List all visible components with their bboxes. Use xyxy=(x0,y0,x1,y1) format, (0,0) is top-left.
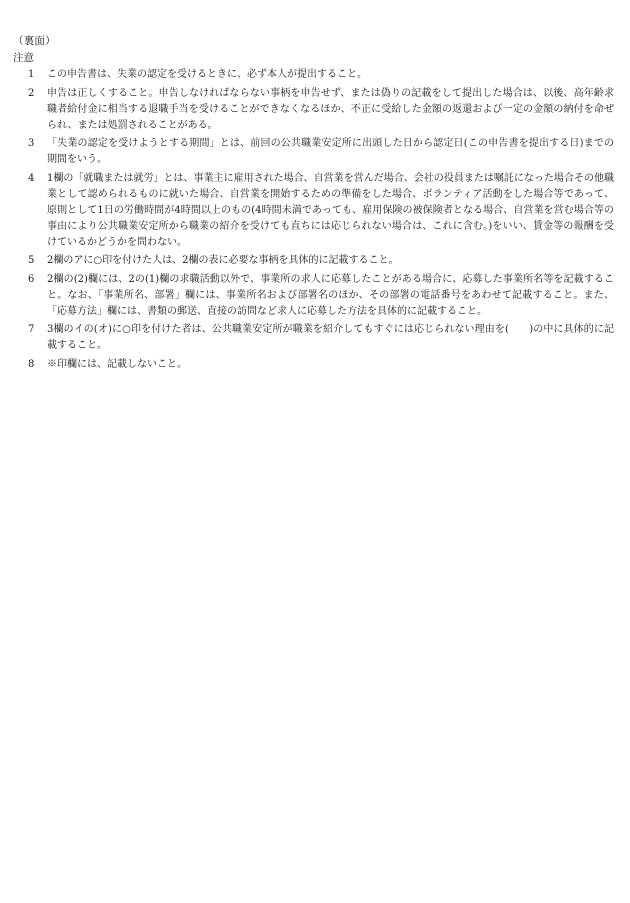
note-item-8 xyxy=(0,357,630,373)
note-text: この申告書は、失業の認定を受けるときに、必ず本人が提出すること。 xyxy=(47,69,367,80)
note-text: 2欄の(2)欄には、2の(1)欄の求職活動以外で、事業所の求人に応募したことがある場合に、応募した事業所名等を記載すること。なお、「事業所名、部署」欄には、事業所名および部署名のほか、その部署の電話番号をあわせて記載すること。また、「応募方法」欄には、書類の郵送、直接の訪問など求人に応募した方法を具体的に記載すること。 xyxy=(47,273,614,317)
note-number: 3 xyxy=(28,138,35,149)
note-text: 1欄の「就職または就労」とは、事業主に雇用された場合、自営業を営んだ場合、会社の役員または嘱託になった場合その他職業として認められるものに就いた場合、自営業を開始するための準備をした場合、ボランティア活動をした場合等であって、原則として1日の労働時間が4時間以上のもの(4時間未満であっても、雇用保険の被保険者となる場合、自営業を営む場合等の事由により公共職業安定所から職業の紹介を受けても直ちには応じられない場合は、これに含む。)をいい、賃金等の報酬を受けているかどうかを問わない。 xyxy=(47,172,614,248)
note-item-1 xyxy=(0,67,630,83)
note-item-6 xyxy=(0,272,630,320)
note-text: 2欄のアに○印を付けた人は、2欄の表に必要な事柄を具体的に記載すること。 xyxy=(47,255,399,266)
notes-heading: 注意 xyxy=(13,52,34,64)
note-text: 3欄のイの(オ)に○印を付けた者は、公共職業安定所が職業を紹介してもすぐには応じられない理由を( )の中に具体的に記載すること。 xyxy=(47,324,614,351)
notes-list xyxy=(0,67,630,375)
note-item-5 xyxy=(0,253,630,269)
note-number: 5 xyxy=(28,255,35,266)
note-number: 6 xyxy=(28,273,35,285)
note-number: 2 xyxy=(28,87,35,99)
note-number: 7 xyxy=(28,324,35,335)
note-item-7 xyxy=(0,322,630,354)
note-number: 8 xyxy=(28,358,35,370)
note-item-2 xyxy=(0,86,630,134)
note-text: ※印欄には、記載しないこと。 xyxy=(47,358,187,370)
note-number: 1 xyxy=(28,69,35,80)
note-item-3 xyxy=(0,136,630,168)
note-number: 4 xyxy=(28,172,35,184)
note-item-4 xyxy=(0,171,630,251)
note-text: 「失業の認定を受けようとする期間」とは、前回の公共職業安定所に出頭した日から認定日(この申告書を提出する日)までの期間をいう。 xyxy=(47,138,614,165)
reverse-side-label: （裏面） xyxy=(13,35,56,47)
note-text: 申告は正しくすること。申告しなければならない事柄を申告せず、または偽りの記載をして提出した場合は、以後、高年齢求職者給付金に相当する退職手当を受けることができなくなるほか、不正に受給した金額の返還および一定の金額の納付を命ぜられ、または処罰されることがある。 xyxy=(47,87,614,131)
